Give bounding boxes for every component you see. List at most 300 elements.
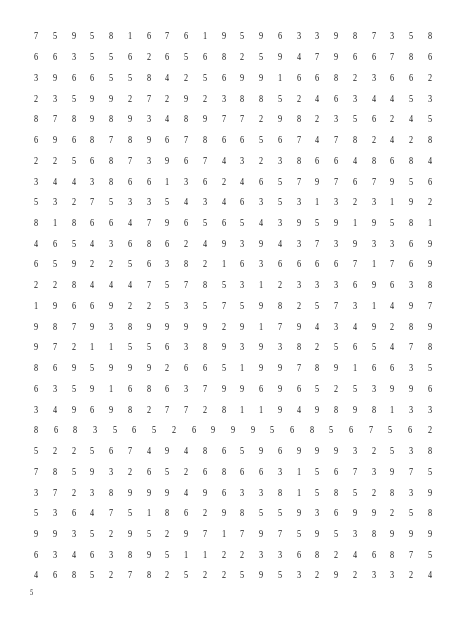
digit-cell: 9 <box>258 342 264 354</box>
digit-cell: 3 <box>315 280 320 292</box>
digit-cell: 3 <box>183 176 189 188</box>
digit-cell: 3 <box>296 31 301 43</box>
digit-cell: 5 <box>277 508 282 520</box>
digit-cell: 7 <box>221 114 226 126</box>
digit-cell: 9 <box>127 487 132 499</box>
digit-cell: 3 <box>146 197 151 209</box>
digit-cell: 8 <box>108 176 114 188</box>
digit-cell: 9 <box>52 72 57 84</box>
digit-cell: 7 <box>408 342 414 354</box>
digit-cell: 8 <box>202 446 207 458</box>
digit-cell: 2 <box>202 570 207 582</box>
digit-cell: 8 <box>127 135 132 147</box>
digit-cell: 9 <box>277 52 282 64</box>
digit-cell: 6 <box>202 176 207 188</box>
digit-cell: 2 <box>352 570 357 582</box>
digit-cell: 7 <box>202 155 207 167</box>
digit-cell: 8 <box>71 570 76 582</box>
digit-cell: 9 <box>33 342 39 354</box>
digit-cell: 4 <box>52 176 57 188</box>
digit-cell: 5 <box>333 342 339 354</box>
digit-cell: 2 <box>90 259 95 271</box>
digit-cell: 1 <box>202 31 207 43</box>
digit-cell: 9 <box>221 342 226 354</box>
digit-row <box>28 359 438 380</box>
digit-cell: 5 <box>52 259 57 271</box>
digit-cell: 5 <box>33 197 39 209</box>
digit-cell: 3 <box>240 155 245 167</box>
digit-cell: 5 <box>71 238 76 250</box>
digit-cell: 8 <box>33 425 39 437</box>
digit-cell: 6 <box>33 259 39 271</box>
digit-cell: 5 <box>90 528 95 540</box>
digit-cell: 9 <box>165 487 170 499</box>
digit-cell: 8 <box>221 52 226 64</box>
digit-cell: 3 <box>296 197 301 209</box>
digit-cell: 2 <box>408 135 414 147</box>
digit-cell: 2 <box>390 508 395 520</box>
digit-cell: 3 <box>90 487 95 499</box>
digit-cell: 3 <box>146 155 151 167</box>
digit-cell: 6 <box>277 446 282 458</box>
digit-cell: 1 <box>296 466 301 478</box>
digit-cell: 6 <box>221 217 226 229</box>
digit-cell: 5 <box>315 217 320 229</box>
digit-cell: 3 <box>202 197 207 209</box>
digit-cell: 2 <box>71 197 76 209</box>
digit-cell: 6 <box>296 72 301 84</box>
digit-row <box>28 193 438 214</box>
digit-cell: 4 <box>352 321 357 333</box>
digit-cell: 9 <box>371 280 376 292</box>
digit-cell: 9 <box>52 528 57 540</box>
digit-cell: 7 <box>315 52 320 64</box>
digit-cell: 7 <box>71 321 76 333</box>
digit-cell: 7 <box>408 549 414 561</box>
digit-cell: 2 <box>258 155 264 167</box>
digit-cell: 2 <box>108 259 114 271</box>
digit-cell: 5 <box>427 114 432 126</box>
digit-cell: 6 <box>183 31 189 43</box>
digit-cell: 8 <box>427 31 432 43</box>
digit-cell: 9 <box>296 446 301 458</box>
digit-cell: 6 <box>146 466 151 478</box>
digit-cell: 9 <box>371 217 376 229</box>
digit-cell: 9 <box>202 487 207 499</box>
digit-cell: 2 <box>221 570 226 582</box>
digit-cell: 7 <box>371 31 376 43</box>
digit-cell: 6 <box>90 72 95 84</box>
digit-cell: 1 <box>258 280 264 292</box>
page-number: 5 <box>30 588 34 597</box>
digit-cell: 1 <box>427 217 432 229</box>
digit-cell: 1 <box>183 549 189 561</box>
digit-cell: 3 <box>408 363 414 375</box>
digit-cell: 1 <box>108 342 114 354</box>
digit-cell: 2 <box>202 508 207 520</box>
digit-cell: 8 <box>146 238 151 250</box>
digit-cell: 4 <box>296 404 301 416</box>
digit-cell: 2 <box>202 404 207 416</box>
digit-cell: 9 <box>90 466 95 478</box>
digit-cell: 5 <box>112 425 117 437</box>
digit-cell: 3 <box>427 404 432 416</box>
digit-cell: 7 <box>165 31 170 43</box>
digit-cell: 9 <box>146 363 151 375</box>
digit-cell: 6 <box>296 549 301 561</box>
digit-cell: 6 <box>183 363 189 375</box>
digit-row <box>28 110 438 131</box>
digit-cell: 8 <box>408 217 414 229</box>
digit-cell: 5 <box>127 508 132 520</box>
digit-cell: 5 <box>71 93 76 105</box>
digit-cell: 6 <box>165 52 170 64</box>
digit-cell: 4 <box>108 280 114 292</box>
digit-cell: 7 <box>146 280 151 292</box>
digit-cell: 6 <box>202 363 207 375</box>
digit-cell: 8 <box>277 487 282 499</box>
digit-cell: 9 <box>333 52 339 64</box>
digit-cell: 8 <box>296 114 301 126</box>
digit-cell: 6 <box>202 466 207 478</box>
digit-cell: 3 <box>52 549 57 561</box>
digit-cell: 3 <box>352 300 357 312</box>
digit-cell: 2 <box>258 114 264 126</box>
digit-cell: 4 <box>52 404 57 416</box>
digit-cell: 2 <box>183 466 189 478</box>
digit-cell: 3 <box>93 425 98 437</box>
digit-cell: 4 <box>90 508 95 520</box>
digit-cell: 5 <box>33 446 39 458</box>
digit-cell: 7 <box>333 300 339 312</box>
digit-cell: 5 <box>240 217 245 229</box>
digit-cell: 9 <box>315 404 320 416</box>
digit-cell: 1 <box>221 528 226 540</box>
digit-cell: 6 <box>277 259 282 271</box>
digit-cell: 6 <box>348 425 354 437</box>
random-digit-table <box>28 27 438 587</box>
digit-cell: 8 <box>296 342 301 354</box>
digit-cell: 9 <box>90 93 95 105</box>
digit-cell: 6 <box>315 259 320 271</box>
digit-cell: 9 <box>146 135 151 147</box>
digit-cell: 8 <box>202 342 207 354</box>
digit-cell: 3 <box>258 549 264 561</box>
digit-cell: 6 <box>296 259 301 271</box>
digit-cell: 5 <box>146 342 151 354</box>
digit-cell: 8 <box>183 114 189 126</box>
digit-cell: 5 <box>90 446 95 458</box>
digit-cell: 6 <box>33 549 39 561</box>
digit-cell: 9 <box>258 238 264 250</box>
digit-cell: 9 <box>296 508 301 520</box>
digit-cell: 4 <box>33 570 39 582</box>
digit-cell: 2 <box>371 487 376 499</box>
digit-cell: 4 <box>352 549 357 561</box>
digit-cell: 5 <box>127 72 132 84</box>
digit-cell: 3 <box>277 342 282 354</box>
digit-cell: 7 <box>390 259 395 271</box>
digit-cell: 3 <box>183 342 189 354</box>
digit-cell: 9 <box>108 93 114 105</box>
digit-cell: 6 <box>277 135 282 147</box>
digit-cell: 5 <box>352 114 357 126</box>
digit-cell: 9 <box>371 321 376 333</box>
digit-cell: 2 <box>408 570 414 582</box>
digit-cell: 3 <box>315 508 320 520</box>
digit-cell: 5 <box>258 52 264 64</box>
digit-cell: 8 <box>390 549 395 561</box>
digit-cell: 2 <box>33 280 39 292</box>
digit-cell: 9 <box>408 528 414 540</box>
digit-cell: 5 <box>165 197 170 209</box>
digit-cell: 6 <box>371 52 376 64</box>
digit-cell: 3 <box>240 487 245 499</box>
digit-cell: 5 <box>277 176 282 188</box>
digit-cell: 2 <box>202 93 207 105</box>
digit-cell: 6 <box>53 425 58 437</box>
digit-cell: 1 <box>296 487 301 499</box>
digit-cell: 6 <box>71 300 76 312</box>
digit-cell: 3 <box>352 93 357 105</box>
digit-cell: 3 <box>258 259 264 271</box>
digit-cell: 4 <box>296 52 301 64</box>
digit-cell: 2 <box>71 446 76 458</box>
digit-cell: 6 <box>33 52 39 64</box>
digit-cell: 5 <box>258 135 264 147</box>
digit-cell: 8 <box>73 425 78 437</box>
digit-cell: 2 <box>371 135 376 147</box>
digit-cell: 7 <box>165 404 170 416</box>
digit-cell: 6 <box>352 342 357 354</box>
digit-cell: 9 <box>277 363 282 375</box>
digit-cell: 8 <box>108 487 114 499</box>
digit-cell: 5 <box>390 217 395 229</box>
digit-cell: 7 <box>90 197 95 209</box>
digit-cell: 6 <box>71 508 76 520</box>
digit-cell: 9 <box>240 383 245 395</box>
digit-cell: 9 <box>315 446 320 458</box>
digit-cell: 6 <box>165 238 170 250</box>
digit-cell: 7 <box>108 135 114 147</box>
digit-cell: 4 <box>90 238 95 250</box>
digit-cell: 7 <box>146 93 151 105</box>
digit-cell: 8 <box>352 31 357 43</box>
digit-cell: 7 <box>408 466 414 478</box>
digit-cell: 9 <box>352 404 357 416</box>
digit-cell: 8 <box>71 217 76 229</box>
digit-cell: 5 <box>371 342 376 354</box>
digit-cell: 6 <box>390 72 395 84</box>
digit-cell: 9 <box>408 300 414 312</box>
digit-row <box>28 566 438 587</box>
digit-cell: 2 <box>52 280 57 292</box>
digit-cell: 5 <box>408 31 414 43</box>
digit-cell: 8 <box>333 404 339 416</box>
digit-cell: 9 <box>202 321 207 333</box>
digit-cell: 3 <box>258 487 264 499</box>
digit-cell: 6 <box>427 383 432 395</box>
digit-cell: 2 <box>221 321 226 333</box>
digit-cell: 5 <box>183 570 189 582</box>
digit-cell: 7 <box>52 342 57 354</box>
digit-cell: 4 <box>202 238 207 250</box>
digit-cell: 6 <box>71 72 76 84</box>
digit-cell: 9 <box>108 363 114 375</box>
digit-row <box>28 27 438 48</box>
digit-cell: 2 <box>390 114 395 126</box>
digit-cell: 1 <box>258 404 264 416</box>
digit-cell: 5 <box>127 342 132 354</box>
digit-cell: 2 <box>165 363 170 375</box>
digit-cell: 6 <box>183 155 189 167</box>
digit-cell: 5 <box>390 446 395 458</box>
digit-cell: 3 <box>277 466 282 478</box>
digit-cell: 1 <box>127 31 132 43</box>
digit-cell: 6 <box>258 176 264 188</box>
digit-cell: 6 <box>427 176 432 188</box>
digit-cell: 6 <box>371 114 376 126</box>
digit-cell: 6 <box>408 425 413 437</box>
digit-cell: 9 <box>33 528 39 540</box>
digit-cell: 3 <box>333 197 339 209</box>
digit-cell: 2 <box>427 197 432 209</box>
digit-cell: 2 <box>352 197 357 209</box>
digit-cell: 5 <box>240 31 245 43</box>
digit-cell: 9 <box>90 114 95 126</box>
digit-cell: 1 <box>352 363 357 375</box>
digit-cell: 1 <box>371 300 376 312</box>
digit-cell: 2 <box>146 404 151 416</box>
digit-cell: 9 <box>258 528 264 540</box>
digit-cell: 3 <box>277 155 282 167</box>
digit-row <box>28 462 438 483</box>
digit-cell: 2 <box>127 466 132 478</box>
digit-cell: 8 <box>240 93 245 105</box>
digit-cell: 6 <box>127 52 132 64</box>
digit-cell: 3 <box>71 528 76 540</box>
digit-cell: 5 <box>221 363 226 375</box>
digit-cell: 9 <box>71 404 76 416</box>
digit-cell: 6 <box>296 383 301 395</box>
digit-cell: 9 <box>90 321 95 333</box>
digit-cell: 2 <box>371 446 376 458</box>
digit-cell: 5 <box>240 300 245 312</box>
digit-cell: 8 <box>296 155 301 167</box>
digit-cell: 4 <box>90 280 95 292</box>
digit-cell: 8 <box>90 135 95 147</box>
digit-cell: 9 <box>52 135 57 147</box>
digit-cell: 8 <box>427 342 432 354</box>
digit-cell: 6 <box>108 217 114 229</box>
digit-cell: 3 <box>371 238 376 250</box>
digit-cell: 1 <box>352 217 357 229</box>
digit-cell: 3 <box>165 259 170 271</box>
digit-cell: 9 <box>352 238 357 250</box>
digit-cell: 6 <box>371 549 376 561</box>
digit-cell: 2 <box>146 300 151 312</box>
digit-cell: 9 <box>230 425 235 437</box>
digit-cell: 8 <box>127 404 132 416</box>
digit-cell: 3 <box>333 280 339 292</box>
digit-cell: 4 <box>165 72 170 84</box>
digit-cell: 1 <box>90 342 95 354</box>
digit-cell: 6 <box>71 135 76 147</box>
digit-cell: 3 <box>33 176 39 188</box>
digit-cell: 9 <box>427 487 432 499</box>
digit-cell: 2 <box>221 176 226 188</box>
digit-cell: 9 <box>390 176 395 188</box>
digit-cell: 7 <box>221 300 226 312</box>
digit-cell: 8 <box>71 280 76 292</box>
digit-cell: 8 <box>183 259 189 271</box>
digit-cell: 3 <box>408 280 414 292</box>
digit-cell: 5 <box>240 570 245 582</box>
digit-row <box>28 504 438 525</box>
digit-cell: 2 <box>427 425 432 437</box>
digit-cell: 8 <box>33 217 39 229</box>
digit-cell: 9 <box>296 321 301 333</box>
digit-row <box>28 151 438 172</box>
digit-cell: 3 <box>33 72 39 84</box>
digit-cell: 8 <box>352 135 357 147</box>
digit-cell: 6 <box>52 52 57 64</box>
digit-cell: 5 <box>108 197 114 209</box>
digit-cell: 8 <box>277 300 282 312</box>
digit-cell: 6 <box>333 466 339 478</box>
digit-cell: 7 <box>52 114 57 126</box>
digit-cell: 5 <box>90 31 95 43</box>
digit-row <box>28 297 438 318</box>
digit-cell: 9 <box>108 404 114 416</box>
digit-cell: 2 <box>296 300 301 312</box>
digit-cell: 4 <box>277 238 282 250</box>
digit-cell: 5 <box>329 425 334 437</box>
digit-cell: 5 <box>352 383 357 395</box>
digit-cell: 1 <box>33 300 39 312</box>
digit-cell: 2 <box>71 342 76 354</box>
digit-cell: 2 <box>315 114 320 126</box>
digit-cell: 1 <box>258 321 264 333</box>
digit-cell: 9 <box>408 197 414 209</box>
digit-cell: 4 <box>315 135 320 147</box>
digit-cell: 4 <box>315 321 320 333</box>
digit-cell: 3 <box>315 31 320 43</box>
digit-cell: 3 <box>371 197 376 209</box>
digit-cell: 2 <box>146 52 151 64</box>
digit-cell: 5 <box>408 508 414 520</box>
digit-cell: 9 <box>427 238 432 250</box>
digit-cell: 7 <box>33 31 39 43</box>
digit-cell: 6 <box>408 238 414 250</box>
digit-cell: 6 <box>221 72 226 84</box>
digit-cell: 9 <box>427 528 432 540</box>
digit-cell: 9 <box>408 383 414 395</box>
digit-cell: 9 <box>108 300 114 312</box>
digit-cell: 6 <box>333 155 339 167</box>
digit-cell: 4 <box>71 176 76 188</box>
digit-cell: 3 <box>296 280 301 292</box>
digit-cell: 3 <box>90 176 95 188</box>
digit-cell: 7 <box>296 363 301 375</box>
digit-cell: 8 <box>371 528 376 540</box>
digit-cell: 2 <box>127 300 132 312</box>
digit-cell: 4 <box>71 549 76 561</box>
digit-cell: 5 <box>277 197 282 209</box>
digit-cell: 8 <box>52 321 57 333</box>
digit-cell: 6 <box>221 487 226 499</box>
digit-cell: 4 <box>408 114 414 126</box>
